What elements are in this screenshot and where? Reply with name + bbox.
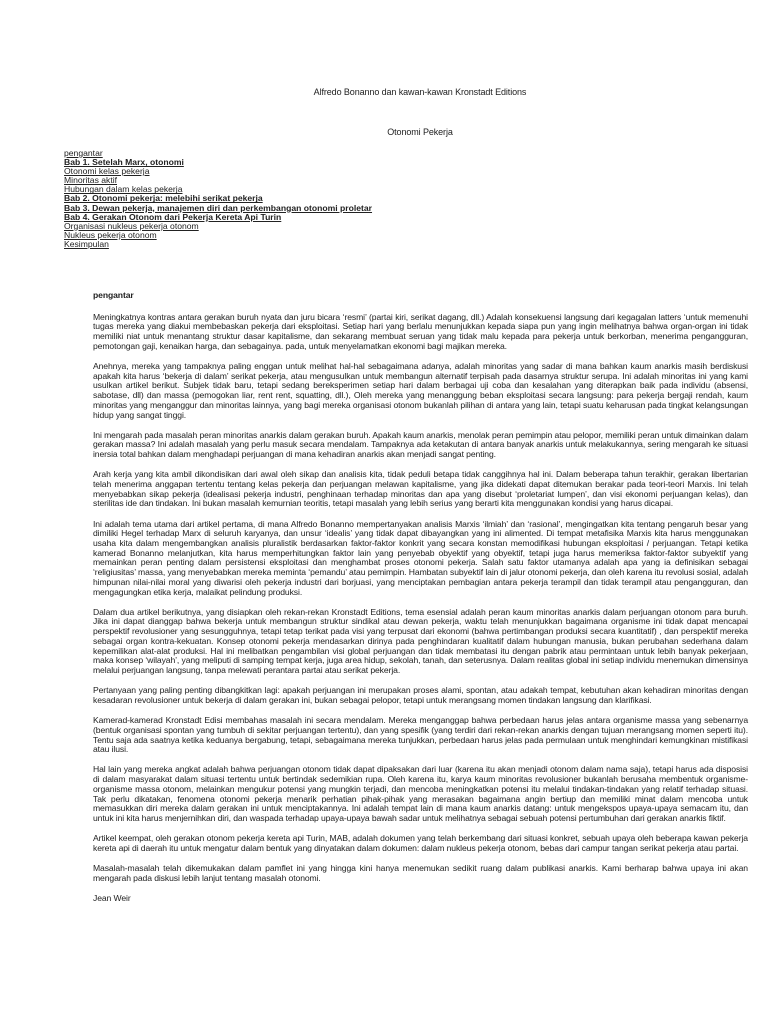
body-paragraph: Artikel keempat, oleh gerakan otonom pekerja kereta api Turin, MAB, adalah dokumen yang telah berkembang dari situasi konkret, sebuah upaya oleh beberapa kawan pekerja kereta api di daerah itu untuk mengatur dalam bentuk yang dinyatakan dalam dokumen: dalam nukleus pekerja otonom, bebas dari campur tangan serikat pekerja atau partai. [93, 833, 748, 853]
toc-link[interactable]: Nukleus pekerja otonom [64, 229, 157, 240]
signature: Jean Weir [93, 892, 131, 903]
toc-link[interactable]: pengantar [64, 148, 103, 158]
toc-link[interactable]: Bab 2. Otonomi pekerja: melebihi serikat pekerja [64, 193, 263, 204]
toc-link[interactable]: Bab 4. Gerakan Otonom dari Pekerja Kereta Api Turin [64, 211, 282, 222]
author-line: Alfredo Bonanno dan kawan-kawan Kronstadt Editions [313, 87, 527, 97]
toc-link[interactable]: Hubungan dalam kelas pekerja [64, 184, 183, 195]
table-of-contents [64, 149, 424, 249]
body-paragraph: Ini adalah tema utama dari artikel pertama, di mana Alfredo Bonanno mempertanyakan analisis Marxis ‘ilmiah’ dan ‘rasional’, mengingatkan kita tentang pengaruh besar yang dimiliki Hegel terhadap Marx di seluruh karyanya, dan unsur ‘idealis’ yang tidak dapat dibayangkan yang ini alimented. Di tempat metafisika Marxis kita harus menggunakan usaha kita dalam mengembangkan analisis pluralistik berdasarkan faktor-faktor konkrit yang secara konstan memodifikasi hubungan eksploitasi / perjuangan. Tetapi ketika kamerad Bonanno melanjutkan, kita harus memperhitungkan faktor lain yang penyebab obyektif yang obyektif, tetapi juga harus memeriksa faktor-faktor subyektif yang memainkan peran penting dalam persistensi eksploitasi dan menghambat proses otonomi pekerja. Salah satu faktor utamanya adalah apa yang ia definisikan sebagai ‘religiusitas’ massa, yang menyebabkan mereka meminta ‘pemandu’ atau pemimpin. Hambatan subyektif lain di jalur otonomi pekerja, dan oleh karena itu revolusi sosial, adalah himpunan nilai-nilai moral yang diwarisi oleh pekerja industri dari borjuasi, yang menciptakan pembagian antara pekerja terampil dan tidak terampil atau pengangguran, dan mengagungkan etika kerja, malaikat pelindung produksi. [93, 518, 748, 597]
body-paragraph: Kamerad-kamerad Kronstadt Edisi membahas masalah ini secara mendalam. Mereka menganggap bahwa perbedaan harus jelas antara organisme massa yang sebenarnya (bentuk organisasi spontan yang tumbuh di sekitar perjuangan tertentu), dan yang spesifik (yang terdiri dari rekan-rekan anarkis dengan tujuan merangsang momen seperti itu). Tentu saja ada saatnya ketika keduanya bergabung, tetapi, sebagaimana mereka tunjukkan, perbedaan harus jelas pada permulaan untuk menghindari kemungkinan mistifikasi atau ilusi. [93, 715, 748, 755]
document-title: Otonomi Pekerja [387, 127, 453, 137]
body-paragraph: Dalam dua artikel berikutnya, yang disiapkan oleh rekan-rekan Kronstadt Editions, tema esensial adalah peran kaum minoritas anarkis dalam perjuangan otonom para buruh. Jika ini dapat dianggap bahwa bekerja untuk membangun struktur sindikal atau dewan pekerja, waktu telah menunjukkan bagaimana organisme ini tidak dapat mencapai perspektif revolusioner yang sesungguhnya, tetapi tetap terikat pada visi yang terpusat dari ekonomi (bahwa pertimbangan produksi secara kuantitatif) , dan perspektif mereka sebagai organ kontra-kekuatan. Konsep otonomi pekerja mendasarkan dirinya pada penghindaran kualitatif dalam hubungan manusia, bukan perubahan sederhana dalam kepemilikan alat-alat produksi. Hal ini melibatkan pengambilan visi global perjuangan dan tidak membatasi itu dengan pabrik atau permintaan untuk lebih banyak pekerjaan, maka konsep ‘wilayah’, yang meliputi di samping tempat kerja, juga area hidup, sekolah, tanah, dan seterusnya. Dalam realitas global ini setiap individu menemukan dimensinya melalui perjuangan langsung, tanpa melewati perantara partai atau serikat pekerja. [93, 606, 748, 675]
toc-link[interactable]: Organisasi nukleus pekerja otonom [64, 220, 199, 231]
section-heading: pengantar [93, 290, 134, 300]
body-paragraph: Hal lain yang mereka angkat adalah bahwa perjuangan otonom tidak dapat dipaksakan dari luar (karena itu akan menjadi otonom dalam nama saja), tetapi harus ada disposisi di dalam masyarakat dalam situasi tertentu untuk bertindak sedemikian rupa. Oleh karena itu, karya kaum minoritas revolusioner bukanlah berusaha membentuk organisme-organisme massa otonom, melainkan mengukur potensi yang mungkin terjadi, dan mencoba meningkatkan potensi itu melalui tindakan-tindakan yang relatif terhadap situasi. Tak perlu dikatakan, fenomena otonomi pekerja menarik perhatian pihak-pihak yang merasakan bagaimana angin bertiup dan memiliki minat dalam mencoba untuk memasukkan diri mereka dalam gerakan ini untuk menciptakannya. Ini adalah tempat lain di mana kaum anarkis datang: untuk mengekspos upaya-upaya semacam itu, dan untuk ini kita harus menjernihkan diri, dan waspada terhadap upaya-upaya bawah sadar untuk melihatnya sebagai sebuah potensi pertumbuhan dari gerakan anarkis fiktif. [93, 764, 748, 823]
body-paragraph: Ini mengarah pada masalah peran minoritas anarkis dalam gerakan buruh. Apakah kaum anarkis, menolak peran pemimpin atau pelopor, memiliki peran untuk dimainkan dalam gerakan massa? Ini adalah masalah yang perlu masuk secara mendalam. Tampaknya ada ketakutan di antara banyak anarkis untuk melakukannya, sering mengarah ke situasi inersia total bahkan dalam menghadapi perjuangan di mana kehadiran anarkis akan menjadi sangat penting. [93, 429, 748, 460]
body-paragraph: Arah kerja yang kita ambil dikondisikan dari awal oleh sikap dan analisis kita, tidak peduli betapa tidak canggihnya hal ini. Dalam beberapa tahun terakhir, gerakan libertarian telah menerima anggapan tertentu tentang kelas pekerja dan perjuangan melawan kapitalisme, yang jika didekati dapat ditemukan berakar pada teori-teori Marxis. Ini telah menyebabkan sikap pekerja (idealisasi pekerja industri, penghinaan terhadap minoritas dan apa yang disebut ‘proletariat lumpen’, dan visi ekonomi perjuangan kelas), dan sterilitas ide dan tindakan. Ini bukan masalah kemurnian teoritis, tetapi masalah yang lebih serius yang berarti kita menggunakan kondisi yang harus dicapai. [93, 469, 748, 509]
toc-link[interactable]: Otonomi kelas pekerja [64, 166, 150, 177]
body-paragraph: Anehnya, mereka yang tampaknya paling enggan untuk melihat hal-hal sebagaimana adanya, adalah minoritas yang sadar di mana bahkan kaum anarkis masih berdiskusi apakah kita harus ‘bekerja di dalam’ serikat pekerja, atau mengusulkan untuk membangun alternatif terpisah pada dasarnya struktur serupa. Ini adalah minoritas ini yang kami usulkan artikel berikut. Subjek tidak baru, tetapi sedang bereksperimen setiap hari dalam berbagai uji coba dan kesalahan yang diterapkan baik pada individu (absensi, sabotase, dll) dan massa (pemogokan liar, rent rent, squatting, dll.), Oleh mereka yang menanggung beban eksploitasi secara langsung: para pekerja bergaji rendah, kaum minoritas yang menganggur dan minoritas lainnya, yang bagi mereka organisasi otonom bukanlah pilihan di antara yang lain, tetapi suatu keharusan pada tingkat kelangsungan hidup yang sangat tinggi. [93, 361, 748, 420]
main-content [93, 291, 748, 904]
paragraphs [93, 313, 748, 884]
body-paragraph: Masalah-masalah telah dikemukakan dalam pamflet ini yang hingga kini hanya menemukan sedikit ruang dalam publikasi anarkis. Kami berharap bahwa upaya ini akan mengarah pada diskusi lebih lanjut tentang masalah otonomi. [93, 863, 748, 883]
toc-link[interactable]: Minoritas aktif [64, 175, 118, 186]
toc-link[interactable]: Kesimpulan [64, 238, 109, 249]
body-paragraph: Pertanyaan yang paling penting dibangkitkan lagi: apakah perjuangan ini merupakan proses alami, spontan, atau adakah tempat, kebutuhan akan kehadiran minoritas dengan kesadaran revolusioner untuk bekerja di dalam gerakan ini, bukan sebagai pelopor, tetapi untuk merangsang momen tindakan langsung dan klarifikasi. [93, 685, 748, 705]
body-paragraph: Meningkatnya kontras antara gerakan buruh nyata dan juru bicara ‘resmi’ (partai kiri, serikat dagang, dll.) Adalah konsekuensi langsung dari kegagalan latters ‘untuk memenuhi tugas mereka yang diakui membebaskan pekerja dari eksploitasi. Setiap hari yang berlalu menunjukkan kepada siapa pun yang ingin melihatnya bahwa organ-organ ini tidak memiliki niat untuk menantang struktur dasar kapitalisme, dan sekarang membuat seruan yang tidak malu kepada para pekerja untuk berkorban, menerima pengangguran, pemotongan gaji, kenaikan harga, dan sebagainya. pada, untuk menyelamatkan ekonomi bagi majikan mereka. [93, 311, 748, 351]
toc-link[interactable]: Bab 3. Dewan pekerja, manajemen diri dan perkembangan otonomi proletar [64, 202, 373, 213]
toc-link[interactable]: Bab 1. Setelah Marx, otonomi [64, 157, 184, 168]
